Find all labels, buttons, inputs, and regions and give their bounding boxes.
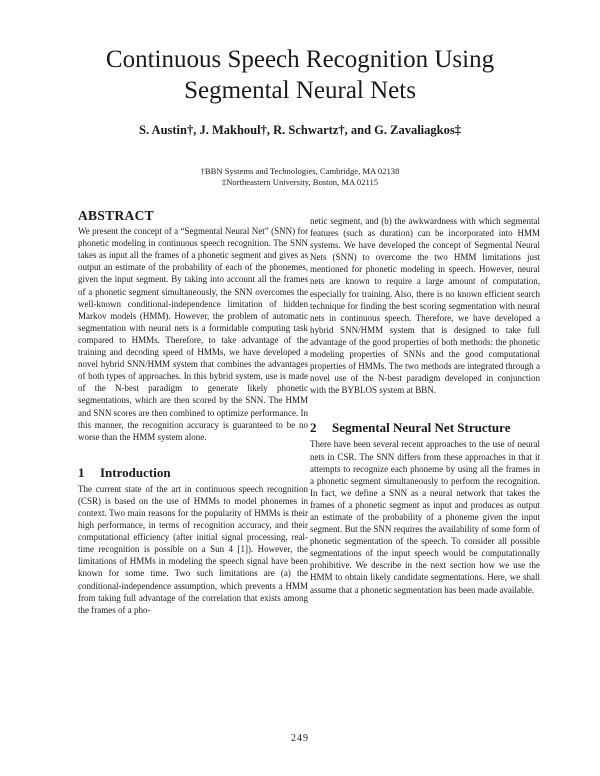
section-1-text: The current state of the art in continuous speech recognition (CSR) is based on the use of HMMs to model phonemes in context. Two main reasons for the popularity of HMMs is their high performance, in terms of recognition accuracy, and their computational efficiency (after initial signal processing, real-time recognition is possible on a Sun 4 [1]). However, the limitations of HMMs in modeling the speech signal have been known for some time. Two such limitations are (a) the conditional-independence assumption, which prevents a HMM from taking full advantage of the correlation that exists among the frames of a pho- <box>78 483 308 615</box>
title-line-2: Segmental Neural Nets <box>184 77 416 104</box>
affiliation-northeastern: ‡Northeastern University, Boston, MA 02115 <box>221 177 379 187</box>
affiliation-bbn: †BBN Systems and Technologies, Cambridge, MA 02138 <box>200 166 400 176</box>
paper-title <box>60 44 540 106</box>
page-number: 249 <box>291 733 309 744</box>
left-column <box>78 210 308 616</box>
abstract-text: We present the concept of a “Segmental Neural Net” (SNN) for phonetic modeling in continuous speech recognition. The SNN takes as input all the frames of a phonetic segment and gives as output an estimate of the probability of each of the phonemes, given the input segment. By taking into account all the frames of a phonetic segment simultaneously, the SNN overcomes the well-known conditional-independence limitation of hidden Markov models (HMM). However, the problem of automatic segmentation with neural nets is a formidable computing task compared to HMMs. Therefore, to take advantage of the training and decoding speed of HMMs, we have developed a novel hybrid SNN/HMM system that combines the advantages of both types of approaches. In this hybrid system, use is made of the N-best paradigm to generate likely phonetic segmentations, which are then scored by the SNN. The HMM and SNN scores are then combined to optimize performance. In this manner, the recognition accuracy is guaranteed to be no worse than the HMM system alone. <box>78 226 308 442</box>
section-1-number: 1 <box>78 464 85 480</box>
section-1-heading <box>78 465 308 481</box>
section-2-title: Segmental Neural Net Structure <box>332 420 511 436</box>
section-1-continuation: netic segment, and (b) the awkwardness with which segmental features (such as duration) can be incorporated into HMM systems. We have developed the concept of Segmental Neural Nets (SNN) to overcome the two HMM limitations just mentioned for phonetic modeling in speech. However, neural nets are known to require a large amount of computation, especially for training. Also, there is no known efficient search technique for finding the best scoring segmentation with neural nets in continuous speech. Therefore, we have developed a hybrid SNN/HMM system that is designed to take full advantage of the good properties of both methods: the phonetic modeling properties of SNNs and the good computational properties of HMMs. The two methods are integrated through a novel use of the N-best paradigm developed in conjunction with the BYBLOS system at BBN. <box>310 216 540 396</box>
section-1-title: Introduction <box>100 464 171 480</box>
affiliations <box>100 166 500 188</box>
section-2-number: 2 <box>310 420 317 436</box>
author-list: S. Austin†, J. Makhoul†, R. Schwartz†, and G. Zavaliagkos‡ <box>139 123 461 137</box>
title-line-1: Continuous Speech Recognition Using <box>105 46 495 73</box>
abstract-heading: ABSTRACT <box>78 208 154 223</box>
right-column <box>310 215 540 596</box>
section-2-heading <box>310 420 540 436</box>
section-2-text: There have been several recent approaches to the use of neural nets in CSR. The SNN differs from these approaches in that it attempts to recognize each phoneme by using all the frames in a phonetic segment simultaneously to perform the recognition. In fact, we define a SNN as a neural network that takes the frames of a phonetic segment as input and produces as output an estimate of the probability of a phoneme given the input segment. But the SNN requires the availability of some form of phonetic segmentation of the speech. To consider all possible segmentations of the input speech would be computationally prohibitive. We describe in the next section how we use the HMM to obtain likely candidate segmentations. Here, we shall assume that a phonetic segmentation has been made available. <box>310 439 540 595</box>
